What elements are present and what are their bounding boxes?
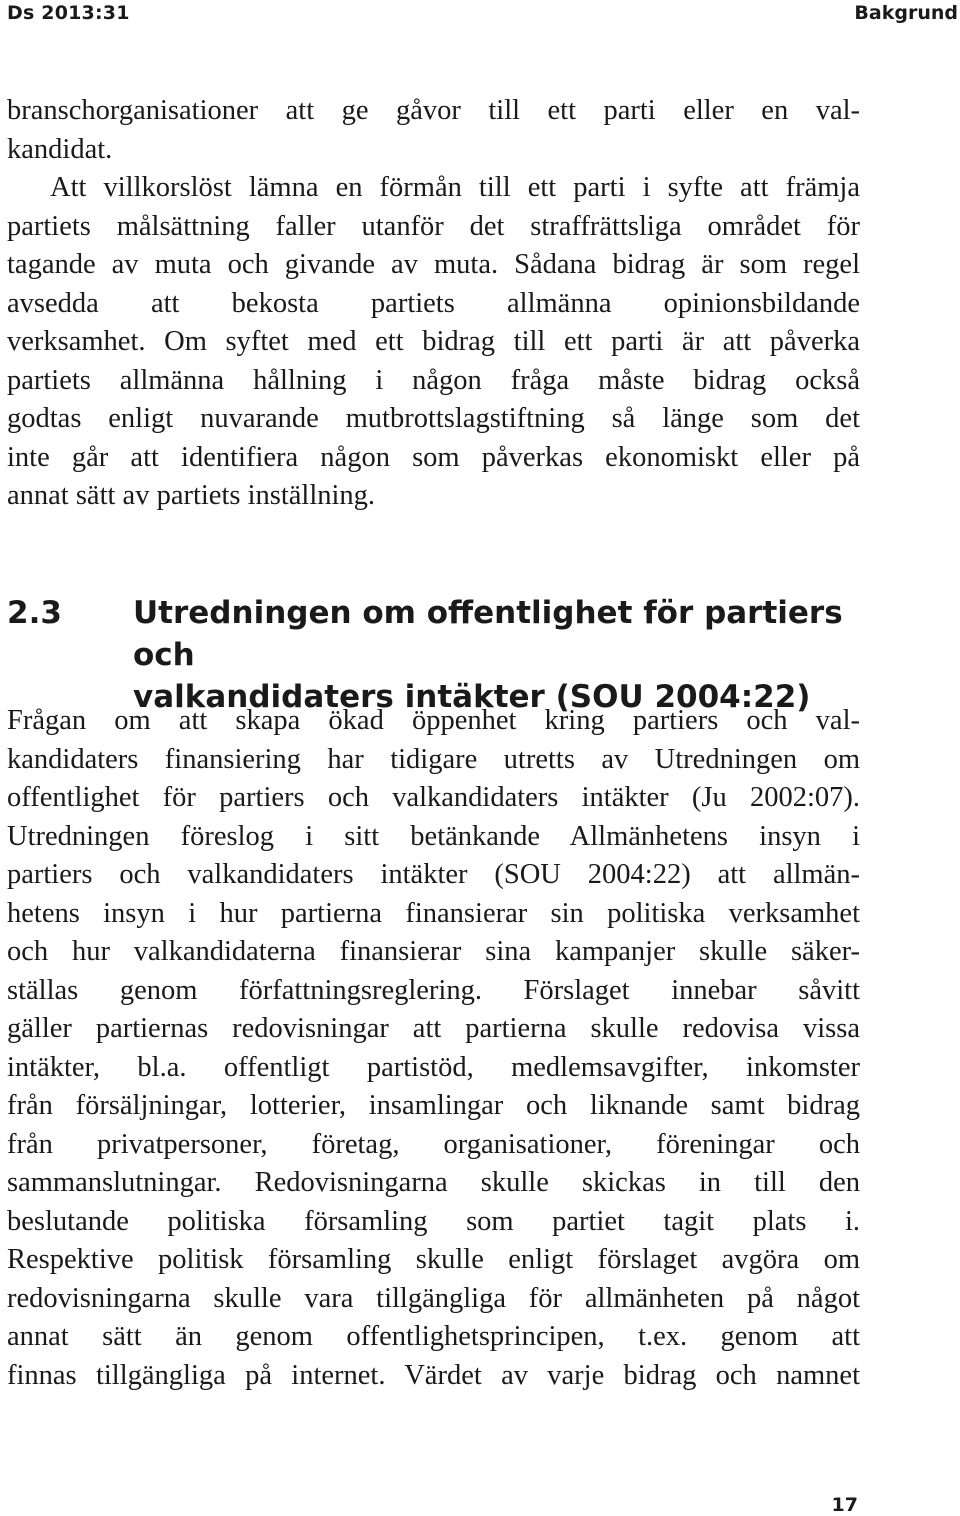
text-line: partiets målsättning faller utanför det straffrättsliga området för bbox=[7, 210, 860, 242]
section-title-line: valkandidaters intäkter (SOU 2004:22) bbox=[133, 679, 811, 715]
text-line: verksamhet. Om syftet med ett bidrag till ett parti är att påverka bbox=[7, 326, 860, 357]
text-line: avsedda att bekosta partiets allmänna opinionsbildande bbox=[7, 287, 860, 319]
paragraph-body bbox=[7, 702, 860, 1395]
text-line: kandidaters finansiering har tidigare utretts av Utredningen om bbox=[7, 743, 860, 775]
text-line: från försäljningar, lotterier, insamlingar och liknande samt bidrag bbox=[7, 1090, 860, 1121]
text-line: tagande av muta och givande av muta. Sådana bidrag är som regel bbox=[7, 249, 860, 280]
text-line: redovisningarna skulle vara tillgängliga för allmänheten på något bbox=[7, 1282, 860, 1314]
text-line: Respektive politisk församling skulle enligt förslaget avgöra om bbox=[7, 1244, 860, 1275]
text-line: hetens insyn i hur partierna finansierar sin politiska verksamhet bbox=[7, 897, 860, 929]
paragraph-intro bbox=[7, 92, 860, 516]
running-header-left: Ds 2013:31 bbox=[7, 2, 130, 24]
page-number: 17 bbox=[831, 1494, 858, 1516]
text-line: annat sätt av partiets inställning. bbox=[7, 480, 376, 511]
text-line: partiets allmänna hållning i någon fråga måste bidrag också bbox=[7, 364, 860, 396]
text-line: Frågan om att skapa ökad öppenhet kring partiers och val- bbox=[7, 705, 860, 736]
text-line: finnas tillgängliga på internet. Värdet av varje bidrag och namnet bbox=[7, 1359, 860, 1391]
text-line: och hur valkandidaterna finansierar sina kampanjer skulle säker- bbox=[7, 936, 860, 967]
text-line: inte går att identifiera någon som påverkas ekonomiskt eller på bbox=[7, 441, 860, 473]
text-line: kandidat. bbox=[7, 133, 113, 165]
text-line: från privatpersoner, företag, organisationer, föreningar och bbox=[7, 1128, 860, 1160]
text-line: Att villkorslöst lämna en förmån till ett parti i syfte att främja bbox=[50, 172, 860, 203]
text-line: godtas enligt nuvarande mutbrottslagstiftning så länge som det bbox=[7, 403, 860, 434]
text-line: ställas genom författningsreglering. Förslaget innebar såvitt bbox=[7, 974, 860, 1006]
text-line: annat sätt än genom offentlighetsprincipen, t.ex. genom att bbox=[7, 1321, 860, 1352]
text-line: branschorganisationer att ge gåvor till ett parti eller en val- bbox=[7, 95, 860, 126]
text-line: sammanslutningar. Redovisningarna skulle skickas in till den bbox=[7, 1167, 860, 1198]
text-line: Utredningen föreslog i sitt betänkande Allmänhetens insyn i bbox=[7, 820, 860, 852]
section-title bbox=[133, 592, 913, 718]
section-number: 2.3 bbox=[7, 595, 62, 631]
text-line: gäller partiernas redovisningar att partierna skulle redovisa vissa bbox=[7, 1013, 860, 1044]
running-header-right: Bakgrund bbox=[854, 2, 958, 24]
text-line: partiers och valkandidaters intäkter (SOU 2004:22) att allmän- bbox=[7, 859, 860, 890]
text-line: offentlighet för partiers och valkandidaters intäkter (Ju 2002:07). bbox=[7, 782, 860, 813]
text-line: beslutande politiska församling som partiet tagit plats i. bbox=[7, 1205, 860, 1237]
section-title-line: Utredningen om offentlighet för partiers och bbox=[133, 595, 843, 673]
text-line: intäkter, bl.a. offentligt partistöd, medlemsavgifter, inkomster bbox=[7, 1051, 860, 1083]
